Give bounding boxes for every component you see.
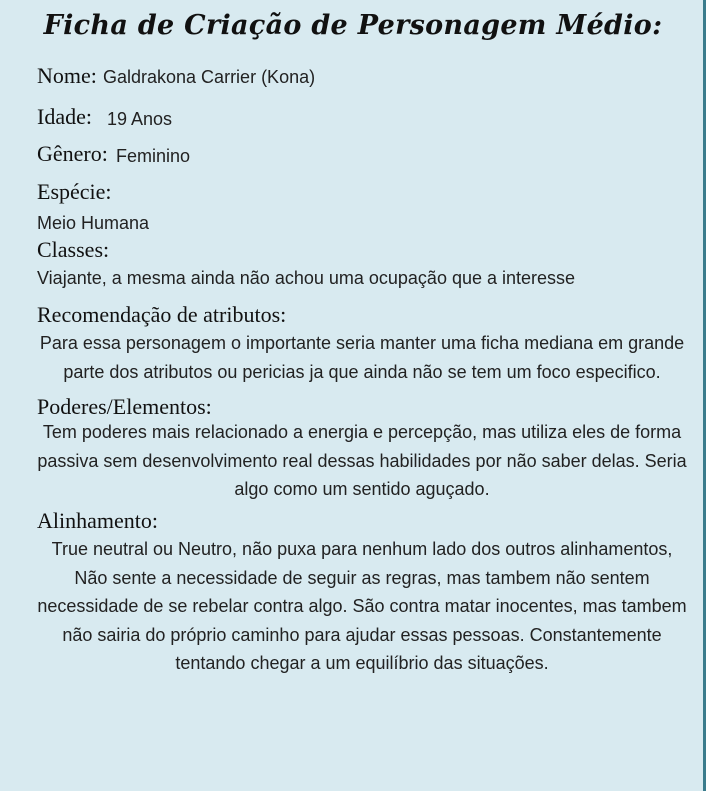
idade-value: 19 Anos <box>107 109 173 129</box>
especie-value: Meio Humana <box>37 213 150 233</box>
nome-value: Galdrakona Carrier (Kona) <box>103 67 316 87</box>
idade-label: Idade: <box>37 104 92 129</box>
poderes-label: Poderes/Elementos: <box>37 394 212 419</box>
nome-label: Nome: <box>37 63 97 88</box>
alinhamento-label: Alinhamento: <box>37 508 158 533</box>
classes-label: Classes: <box>37 237 110 262</box>
page-title: Ficha de Criação de Personagem Médio: <box>43 10 663 41</box>
alinhamento-text: True neutral ou Neutro, não puxa para nenhum lado dos outros alinhamentos, Não sente a necessidade de seguir as regras, mas tambem não sentem necessidade de se rebelar contra algo. São contra matar inocentes, mas tambem não sairia do próprio caminho para ajudar essas pessoas. Constantemente tentando chegar a um equilíbrio das situações. <box>37 539 687 673</box>
poderes-text: Tem poderes mais relacionado a energia e percepção, mas utiliza eles de forma passiva sem desenvolvimento real dessas habilidades por não saber delas. Seria algo como um sentido aguçado. <box>37 422 687 499</box>
classes-value: Viajante, a mesma ainda não achou uma ocupação que a interesse <box>37 268 576 288</box>
genero-value: Feminino <box>116 146 191 166</box>
atributos-text: Para essa personagem o importante seria manter uma ficha mediana em grande parte dos atributos ou pericias ja que ainda não se tem um foco especifico. <box>39 333 685 382</box>
atributos-label: Recomendação de atributos: <box>37 302 287 327</box>
genero-label: Gênero: <box>37 141 108 166</box>
especie-label: Espécie: <box>37 179 112 204</box>
